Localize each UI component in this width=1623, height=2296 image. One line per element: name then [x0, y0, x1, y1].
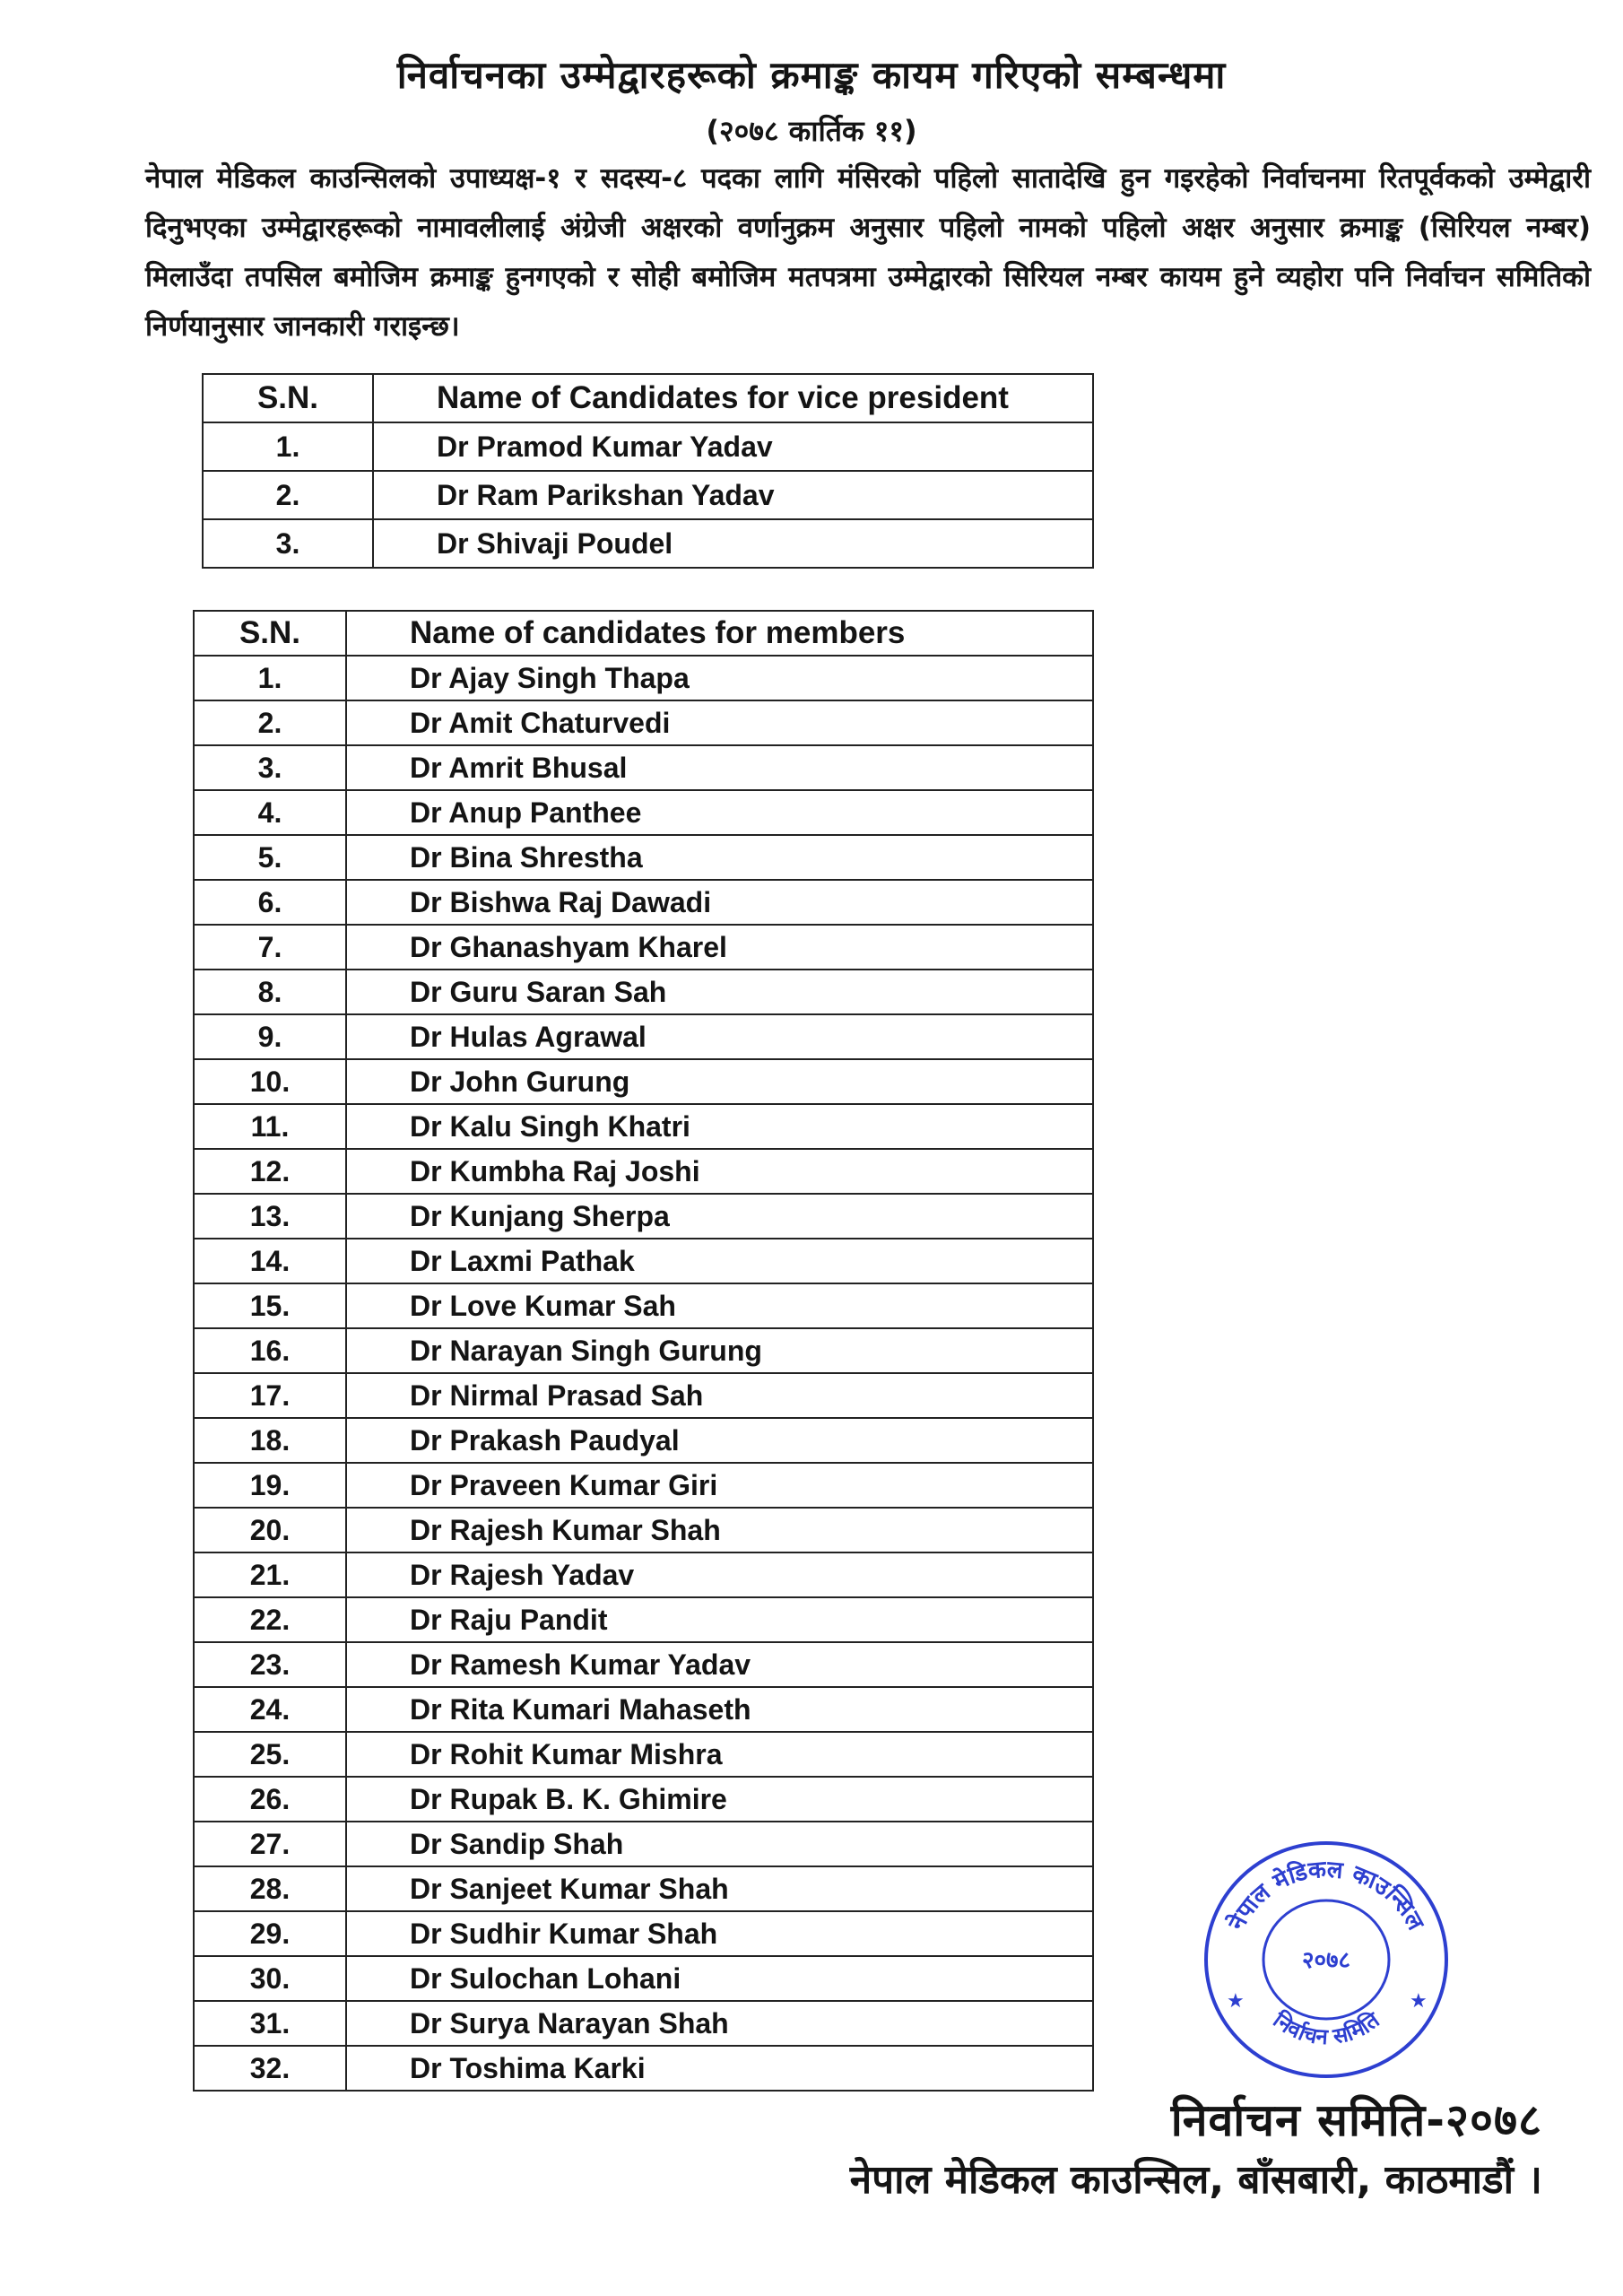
candidate-name-cell: Dr Narayan Singh Gurung — [346, 1328, 1093, 1373]
seal-bottom-text: निर्वाचन समिति — [1268, 2007, 1384, 2050]
table-row — [194, 1597, 1093, 1642]
serial-number-cell: 27. — [194, 1822, 346, 1866]
table-row — [194, 1239, 1093, 1283]
serial-number-cell: 7. — [194, 925, 346, 970]
candidate-name-cell: Dr Amit Chaturvedi — [346, 700, 1093, 745]
candidate-name-cell: Dr Rajesh Kumar Shah — [346, 1508, 1093, 1552]
table-row — [194, 1508, 1093, 1552]
seal-center-text: २०७८ — [1301, 1947, 1351, 1974]
candidate-name-cell: Dr Shivaji Poudel — [373, 519, 1093, 568]
serial-number-cell: 25. — [194, 1732, 346, 1777]
candidate-name-cell: Dr Laxmi Pathak — [346, 1239, 1093, 1283]
table-row — [194, 1059, 1093, 1104]
star-icon: ★ — [1410, 1990, 1428, 2013]
serial-number-cell: 2. — [203, 471, 373, 519]
official-seal — [1200, 1835, 1453, 2084]
serial-number-cell: 20. — [194, 1508, 346, 1552]
candidate-name-cell: Dr Ghanashyam Kharel — [346, 925, 1093, 970]
table-row — [194, 1552, 1093, 1597]
candidate-name-cell: Dr Surya Narayan Shah — [346, 2001, 1093, 2046]
serial-number-cell: 23. — [194, 1642, 346, 1687]
table-row — [194, 880, 1093, 925]
serial-number-cell: 31. — [194, 2001, 346, 2046]
table-row — [194, 1956, 1093, 2001]
candidate-name-cell: Dr Bishwa Raj Dawadi — [346, 880, 1093, 925]
table-row — [194, 835, 1093, 880]
intro-paragraph: नेपाल मेडिकल काउन्सिलको उपाध्यक्ष-१ र सदस्य-८ पदका लागि मंसिरको पहिलो सातादेखि हुन गइरहेको निर्वाचनमा रितपूर्वकको उम्मेद्वारी दिनुभएका उम्मेद्वारहरूको नामावलीलाई अंग्रेजी अक्षरको वर्णानुक्रम अनुसार पहिलो नामको पहिलो अक्षर अनुसार क्रमाङ्क (सिरियल नम्बर) मिलाउँदा तपसिल बमोजिम क्रमाङ्क हुनगएको र सोही बमोजिम मतपत्रमा उम्मेद्वारको सिरियल नम्बर कायम हुने व्यहोरा पनि निर्वाचन समितिको निर्णयानुसार जानकारी गराइन्छ। — [145, 162, 1591, 343]
table-row — [194, 745, 1093, 790]
serial-number-cell: 14. — [194, 1239, 346, 1283]
serial-number-cell: 6. — [194, 880, 346, 925]
candidate-name-cell: Dr Praveen Kumar Giri — [346, 1463, 1093, 1508]
candidate-name-cell: Dr John Gurung — [346, 1059, 1093, 1104]
serial-number-cell: 17. — [194, 1373, 346, 1418]
serial-number-cell: 1. — [203, 422, 373, 471]
serial-number-cell: 18. — [194, 1418, 346, 1463]
serial-number-cell: 21. — [194, 1552, 346, 1597]
serial-number-cell: 28. — [194, 1866, 346, 1911]
table-row — [194, 1642, 1093, 1687]
table-row — [194, 790, 1093, 835]
table-row — [194, 1014, 1093, 1059]
column-header-sn: S.N. — [203, 374, 373, 422]
candidate-name-cell: Dr Sandip Shah — [346, 1822, 1093, 1866]
candidate-name-cell: Dr Ajay Singh Thapa — [346, 656, 1093, 700]
serial-number-cell: 3. — [203, 519, 373, 568]
table-row — [194, 2001, 1093, 2046]
candidate-name-cell: Dr Amrit Bhusal — [346, 745, 1093, 790]
candidate-name-cell: Dr Rohit Kumar Mishra — [346, 1732, 1093, 1777]
serial-number-cell: 3. — [194, 745, 346, 790]
candidate-name-cell: Dr Love Kumar Sah — [346, 1283, 1093, 1328]
candidate-name-cell: Dr Pramod Kumar Yadav — [373, 422, 1093, 471]
candidate-name-cell: Dr Kalu Singh Khatri — [346, 1104, 1093, 1149]
serial-number-cell: 11. — [194, 1104, 346, 1149]
table-row — [203, 471, 1093, 519]
table-row — [194, 1687, 1093, 1732]
candidate-name-cell: Dr Hulas Agrawal — [346, 1014, 1093, 1059]
table-row — [194, 1732, 1093, 1777]
serial-number-cell: 4. — [194, 790, 346, 835]
page-title: निर्वाचनका उम्मेद्वारहरूको क्रमाङ्क कायम गरिएको सम्बन्धमा — [396, 53, 1227, 97]
serial-number-cell: 26. — [194, 1777, 346, 1822]
table-row — [194, 1104, 1093, 1149]
serial-number-cell: 32. — [194, 2046, 346, 2091]
table-row — [203, 519, 1093, 568]
table-row — [194, 2046, 1093, 2091]
council-address: नेपाल मेडिकल काउन्सिल, बाँसबारी, काठमाडौं । — [849, 2157, 1542, 2203]
candidate-name-cell: Dr Kumbha Raj Joshi — [346, 1149, 1093, 1194]
serial-number-cell: 29. — [194, 1911, 346, 1956]
table-row — [194, 1777, 1093, 1822]
candidate-name-cell: Dr Sulochan Lohani — [346, 1956, 1093, 2001]
candidate-name-cell: Dr Rita Kumari Mahaseth — [346, 1687, 1093, 1732]
serial-number-cell: 24. — [194, 1687, 346, 1732]
star-icon: ★ — [1227, 1990, 1245, 2013]
table-row — [194, 656, 1093, 700]
candidate-name-cell: Dr Prakash Paudyal — [346, 1418, 1093, 1463]
table-row — [194, 1463, 1093, 1508]
serial-number-cell: 12. — [194, 1149, 346, 1194]
serial-number-cell: 30. — [194, 1956, 346, 2001]
serial-number-cell: 15. — [194, 1283, 346, 1328]
serial-number-cell: 19. — [194, 1463, 346, 1508]
candidate-name-cell: Dr Ram Parikshan Yadav — [373, 471, 1093, 519]
serial-number-cell: 9. — [194, 1014, 346, 1059]
serial-number-cell: 5. — [194, 835, 346, 880]
serial-number-cell: 22. — [194, 1597, 346, 1642]
table-row — [194, 1283, 1093, 1328]
committee-signature: निर्वाचन समिति-२०७८ — [1170, 2094, 1542, 2146]
candidate-name-cell: Dr Ramesh Kumar Yadav — [346, 1642, 1093, 1687]
table-row — [194, 1418, 1093, 1463]
serial-number-cell: 1. — [194, 656, 346, 700]
table-header-row — [194, 611, 1093, 656]
table-row — [194, 1911, 1093, 1956]
table-row — [194, 1822, 1093, 1866]
candidate-name-cell: Dr Anup Panthee — [346, 790, 1093, 835]
members-table — [193, 610, 1094, 2092]
column-header-sn: S.N. — [194, 611, 346, 656]
table-row — [203, 422, 1093, 471]
serial-number-cell: 16. — [194, 1328, 346, 1373]
candidate-name-cell: Dr Bina Shrestha — [346, 835, 1093, 880]
serial-number-cell: 8. — [194, 970, 346, 1014]
candidate-name-cell: Dr Rajesh Yadav — [346, 1552, 1093, 1597]
candidate-name-cell: Dr Rupak B. K. Ghimire — [346, 1777, 1093, 1822]
candidate-name-cell: Dr Sudhir Kumar Shah — [346, 1911, 1093, 1956]
candidate-name-cell: Dr Raju Pandit — [346, 1597, 1093, 1642]
table-row — [194, 1194, 1093, 1239]
candidate-name-cell: Dr Kunjang Sherpa — [346, 1194, 1093, 1239]
table-row — [194, 1866, 1093, 1911]
candidate-name-cell: Dr Toshima Karki — [346, 2046, 1093, 2091]
table-row — [194, 1149, 1093, 1194]
column-header-name: Name of Candidates for vice president — [373, 374, 1093, 422]
serial-number-cell: 10. — [194, 1059, 346, 1104]
notice-date: (२०७८ कार्तिक ११) — [706, 114, 917, 148]
candidate-name-cell: Dr Sanjeet Kumar Shah — [346, 1866, 1093, 1911]
column-header-name: Name of candidates for members — [346, 611, 1093, 656]
table-row — [194, 1373, 1093, 1418]
vice-president-table — [202, 373, 1094, 569]
serial-number-cell: 13. — [194, 1194, 346, 1239]
seal-top-text: नेपाल मेडिकल काउन्सिल — [1223, 1856, 1429, 1935]
candidate-name-cell: Dr Guru Saran Sah — [346, 970, 1093, 1014]
table-row — [194, 970, 1093, 1014]
table-header-row — [203, 374, 1093, 422]
table-row — [194, 925, 1093, 970]
table-row — [194, 1328, 1093, 1373]
table-row — [194, 700, 1093, 745]
candidate-name-cell: Dr Nirmal Prasad Sah — [346, 1373, 1093, 1418]
serial-number-cell: 2. — [194, 700, 346, 745]
